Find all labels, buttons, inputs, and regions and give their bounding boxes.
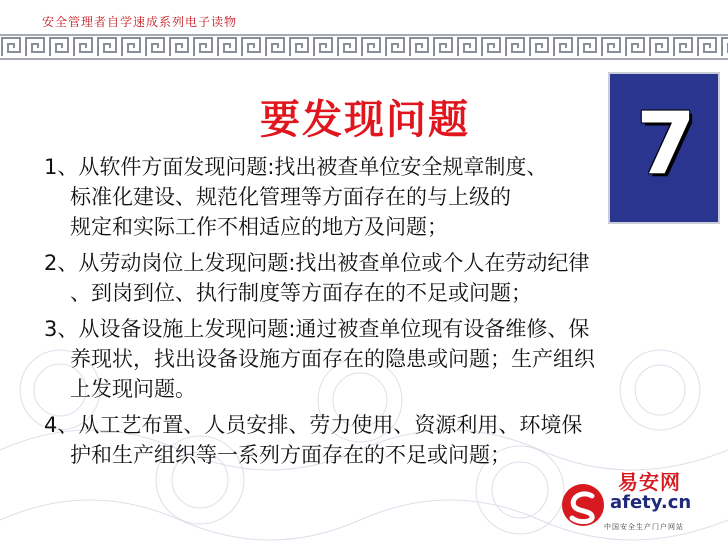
site-logo <box>560 466 720 538</box>
list-item <box>44 314 664 404</box>
list-item <box>44 248 664 308</box>
list-item <box>44 152 664 242</box>
list-item <box>44 410 664 470</box>
greek-key-border <box>0 34 728 60</box>
item-1-line-3: 规定和实际工作不相适应的地方及问题； <box>70 215 448 239</box>
slide-title: 要发现问题 <box>260 97 470 143</box>
item-4-line-1: 4、从工艺布置、人员安排、劳力使用、资源利用、环境保 <box>44 413 583 437</box>
logo-emblem-icon <box>562 484 604 526</box>
logo-name: 易安网 <box>618 470 681 494</box>
item-1-line-1: 1、从软件方面发现问题:找出被查单位安全规章制度、 <box>44 155 548 179</box>
slide-number: 7 <box>636 94 696 194</box>
logo-tagline: 中国安全生产门户网站 <box>604 523 684 531</box>
item-3-line-1: 3、从设备设施上发现问题:通过被查单位现有设备维修、保 <box>44 317 590 341</box>
series-header: 安全管理者自学速成系列电子读物 <box>42 15 238 29</box>
logo-domain: afety.cn <box>610 492 692 513</box>
item-3-line-2: 养现状，找出设备设施方面存在的隐患或问题；生产组织 <box>70 347 595 371</box>
item-3-line-3: 上发现问题。 <box>70 377 196 401</box>
slide-body <box>44 152 664 476</box>
item-2-line-2: 、到岗到位、执行制度等方面存在的不足或问题； <box>70 281 532 305</box>
item-4-line-2: 护和生产组织等一系列方面存在的不足或问题； <box>70 443 511 467</box>
item-1-line-2: 标准化建设、规范化管理等方面存在的与上级的 <box>70 185 511 209</box>
item-2-line-1: 2、从劳动岗位上发现问题:找出被查单位或个人在劳动纪律 <box>44 251 590 275</box>
